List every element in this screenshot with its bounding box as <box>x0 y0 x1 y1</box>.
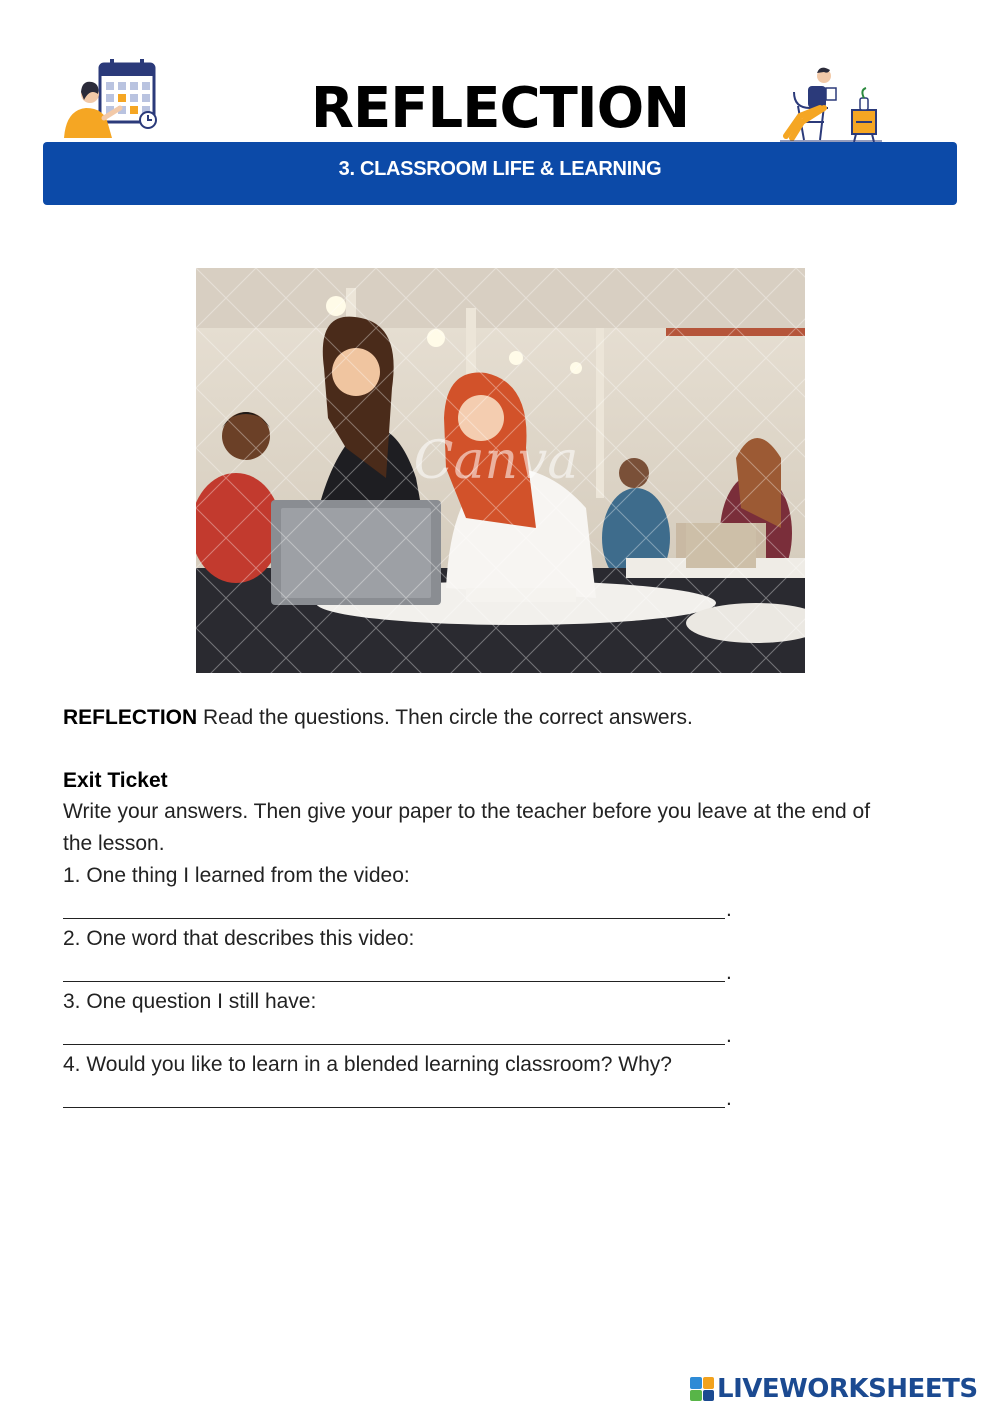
answer-line-1-end: . <box>726 898 732 921</box>
question-4: 4. Would you like to learn in a blended learning classroom? Why? <box>63 1053 672 1076</box>
section-banner <box>43 142 957 205</box>
exit-ticket-heading: Exit Ticket <box>63 769 168 792</box>
question-1: 1. One thing I learned from the video: <box>63 864 410 887</box>
answer-line-3[interactable] <box>63 1044 725 1045</box>
instructions-text: Read the questions. Then circle the correct answers. <box>203 706 693 729</box>
answer-line-4-end: . <box>726 1087 732 1110</box>
exit-ticket-intro-line2: the lesson. <box>63 832 165 855</box>
answer-line-2-end: . <box>726 961 732 984</box>
question-2: 2. One word that describes this video: <box>63 927 415 950</box>
classroom-photo <box>196 268 805 673</box>
liveworksheets-logo <box>690 1372 978 1406</box>
answer-line-3-end: . <box>726 1024 732 1047</box>
answer-line-4[interactable] <box>63 1107 725 1108</box>
exit-ticket-intro-line1: Write your answers. Then give your paper to the teacher before you leave at the end of <box>63 800 871 823</box>
answer-line-1[interactable] <box>63 918 725 919</box>
liveworksheets-logo-text: LIVEWORKSHEETS <box>717 1374 978 1404</box>
page-title: REFLECTION <box>310 76 690 141</box>
question-3: 3. One question I still have: <box>63 990 317 1013</box>
instructions-line <box>63 706 693 730</box>
liveworksheets-logo-icon <box>690 1377 714 1401</box>
answer-line-2[interactable] <box>63 981 725 982</box>
person-reading-in-chair-icon <box>780 62 882 142</box>
photo-watermark: Canva <box>413 431 579 491</box>
instructions-label: REFLECTION <box>63 706 198 729</box>
section-subtitle: 3. CLASSROOM LIFE & LEARNING <box>338 158 662 180</box>
